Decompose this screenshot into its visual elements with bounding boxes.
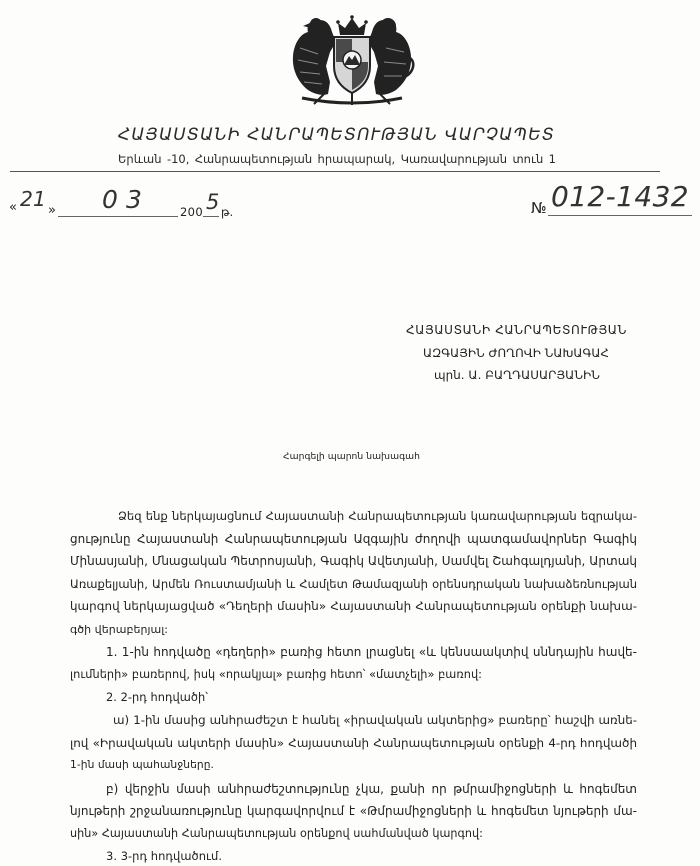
ribbon [302,93,402,105]
body-line: Ձեզ ենք ներկայացնում Հայաստանի Հանրապետության կառավարության եզրակա- [118,509,637,523]
letterhead-address: Երևան -10, Հանրապետության հրապարակ, Կառավարության տուն 1 [118,152,556,166]
body-line: սին» Հայաստանի Հանրապետության օրենքով սահմանված կարգով: [70,827,483,840]
date-day: 21 [20,187,46,211]
body-line: 1. 1-ին հոդվածը «դեղերի» բառից հետո լրացնել «և կենսաակտիվ սննդային հավե- [106,645,637,659]
coat-of-arms-icon [284,8,420,108]
body-line: ա) 1-ին մասից անհրաժեշտ է հանել «իրավական ակտերից» բառերը՝ հաշվի առնե- [113,713,637,727]
lion-figure [368,18,413,95]
body-line: նյութերի շրջանառությունը կարգավորվում է «Թմրամիջոցների և հոգեմետ նյութերի մա- [70,804,637,818]
date-month: 03 [102,185,150,214]
date-close-quote: » [48,203,56,218]
document-number-label: № [531,199,547,217]
body-line: 1-ին մասի պահանջները. [70,758,214,771]
body-line: Առաքելյանի, Արմեն Ռուստամյանի և Համլետ Թամազյանի օրենսդրական նախաձեռնության [70,577,637,591]
date-year-digit: 5 [206,190,220,214]
body-line: բ) վերջին մասի անհրաժեշտությունը չկա, քանի որ թմրամիջոցների և հոգեմետ [106,782,637,796]
header-divider [10,171,660,172]
body-line: Մինասյանի, Մնացական Պետրոսյանի, Գագիկ Ավետյանի, Սամվել Շահգալդյանի, Արտակ [70,554,637,568]
body-line: կարգով ներկայացված «Դեղերի մասին» Հայաստանի Հանրապետության օրենքի նախա- [70,599,637,613]
body-line: լումների» բառերով, իսկ «որակյալ» բառից հետո՝ «մատչելի» բառով: [70,668,482,681]
shield [334,37,370,93]
date-year-suffix: թ. [221,205,234,219]
date-year-prefix: 200 [180,205,203,219]
body-line: գծի վերաբերյալ: [70,623,168,636]
body-line: 3. 3-րդ հոդվածում. [106,849,222,863]
body-line: 2. 2-րդ հոդվածի՝ [106,690,208,704]
body-line: լով «Իրավական ակտերի մասին» Հայաստանի Հանրապետության օրենքի 4-րդ հոդվածի [70,736,637,750]
addressee-line: ԱԶԳԱՅԻՆ ԺՈՂՈՎԻ ՆԱԽԱԳԱՀ [423,346,609,360]
crown [336,15,368,35]
date-year-underline [203,216,219,217]
document-number: 012-1432 [551,180,689,213]
letterhead-title: ՀԱՅԱՍՏԱՆԻ ՀԱՆՐԱՊԵՏՈՒԹՅԱՆ ՎԱՐՉԱՊԵՏ [118,125,555,145]
addressee-line: ՀԱՅԱՍՏԱՆԻ ՀԱՆՐԱՊԵՏՈՒԹՅԱՆ [406,323,627,337]
eagle-figure [293,18,336,95]
addressee-line: պրն. Ա. ԲԱՂԴԱՍԱՐՅԱՆԻՆ [434,368,600,382]
date-open-quote: « [9,200,17,215]
date-month-underline [58,216,178,217]
body-line: ցությունը Հայաստանի Հանրապետության Ազգային ժողովի պատգամավորներ Գագիկ [70,532,637,546]
document-number-underline [548,215,692,216]
salutation: Հարգելի պարոն նախագահ [283,451,420,462]
